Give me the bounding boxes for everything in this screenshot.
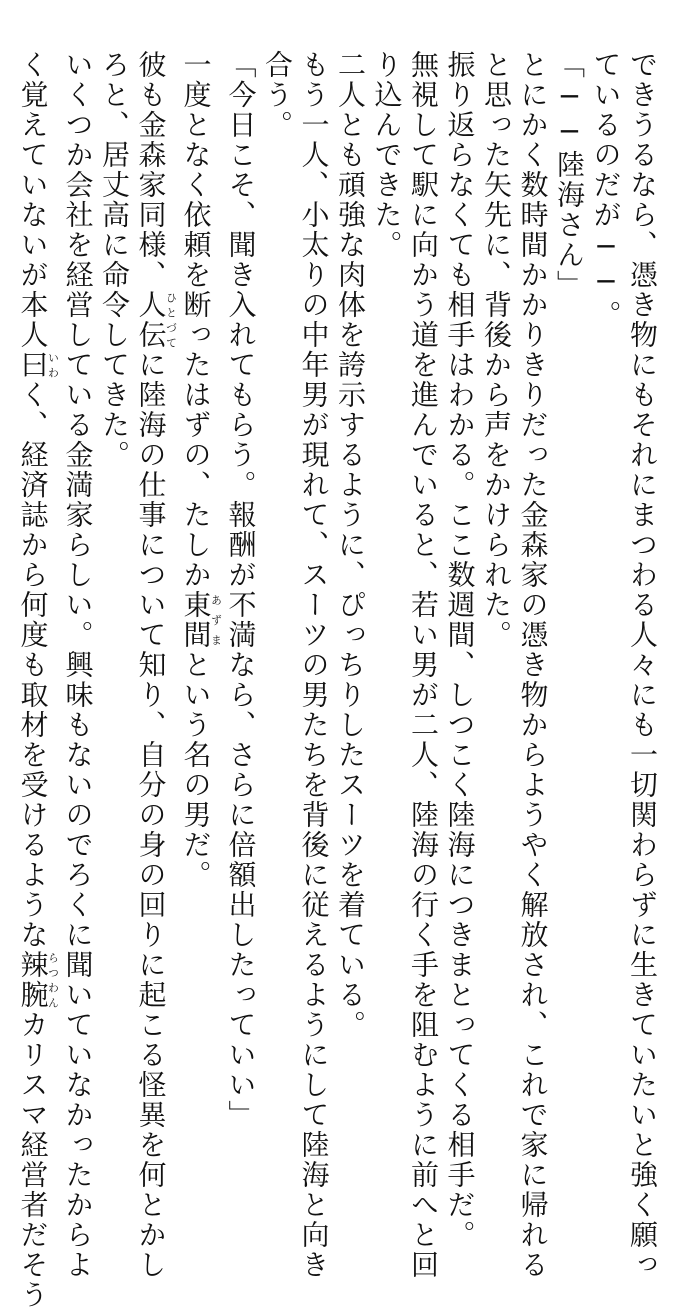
text-line: ろと、居丈高に命令してきた。 [98, 50, 131, 470]
text-line-with-ruby: く覚えていないが本人曰いわく、経済誌から何度も取材を受けるような辣腕らつわんカリスマ経営者だそう [16, 50, 60, 1310]
ruby-iwaku: 曰いわ [16, 350, 60, 380]
ruby-hitozute: 人伝ひとづて [134, 290, 178, 350]
text-line: ているのだが──。 [589, 50, 623, 330]
text-line: り込んできた。 [370, 50, 404, 260]
text-line-with-ruby-azuma: 一度となく依頼を断ったはずの、たしか東間あずまという名の男だ。 [179, 50, 223, 890]
text-line-with-ruby-hitozute: 彼も金森家同様、人伝ひとづてに陸海の仕事について知り、自分の身の回りに起こる怪異を何とかし [134, 50, 178, 1280]
text-line: 合う。 [261, 50, 294, 140]
text-line: もう一人、小太りの中年男が現れて、スーツの男たちを背後に従えるようにして陸海と向き [297, 50, 331, 1280]
text-line: いくつか会社を経営している金満家らしい。興味もないのでろくに聞いていなかったからよ [61, 50, 95, 1280]
text-line: 振り返らなくても相手はわかる。ここ数週間、しつこく陸海につきまとってくる相手だ。 [443, 50, 477, 1250]
text-line: 無視して駅に向かう道を進んでいると、若い男が二人、陸海の行く手を阻むように前へと回 [407, 50, 440, 1280]
text-line: 「──陸海さん」 [553, 50, 586, 300]
text-line: 二人とも頑強な肉体を誇示するように、ぴっちりしたスーツを着ている。 [334, 50, 367, 1040]
ruby-ratsuwan: 辣腕らつわん [16, 950, 60, 1010]
text-line: できうるなら、憑き物にもそれにまつわる人々にも一切関わらずに生きていたいと強く願っ [626, 50, 659, 1280]
text-line: とにかく数時間かかりきりだった金森家の憑き物からようやく解放され、これで家に帰れる [516, 50, 550, 1280]
text-line: 「今日こそ、聞き入れてもらう。報酬が不満なら、さらに倍額出したっていい」 [224, 50, 258, 1130]
text-line: と思った矢先に、背後から声をかけられた。 [480, 50, 513, 650]
ruby-azuma: 東間あずま [179, 590, 223, 650]
vertical-text-block [16, 50, 660, 1310]
